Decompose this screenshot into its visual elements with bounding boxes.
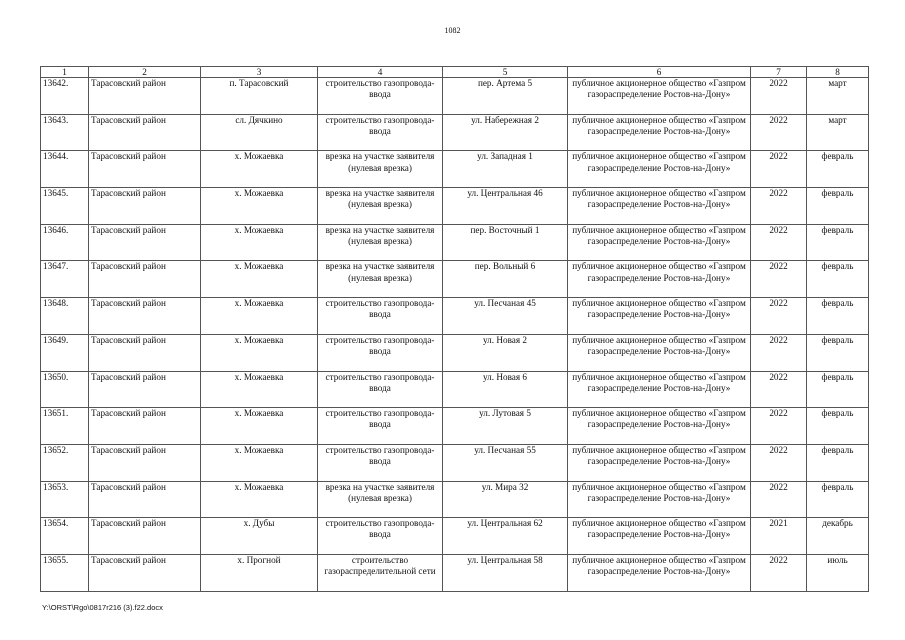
district-cell: Тарасовский район <box>89 334 201 371</box>
col-header-5: 5 <box>443 67 568 78</box>
settlement-cell: п. Тарасовский <box>201 78 318 115</box>
month-cell: февраль <box>807 261 869 298</box>
work-type-cell: строительство газопровода-ввода <box>318 334 443 371</box>
settlement-cell: х. Можаевка <box>201 408 318 445</box>
settlement-cell: х. Дубы <box>201 518 318 555</box>
organization-cell: публичное акционерное общество «Газпром газораспределение Ростов-на-Дону» <box>568 114 751 151</box>
row-number: 13650. <box>41 371 89 408</box>
month-cell: февраль <box>807 224 869 261</box>
year-cell: 2022 <box>751 78 807 115</box>
row-number: 13653. <box>41 481 89 518</box>
year-cell: 2022 <box>751 188 807 225</box>
row-number: 13647. <box>41 261 89 298</box>
district-cell: Тарасовский район <box>89 371 201 408</box>
address-cell: ул. Центральная 58 <box>443 554 568 591</box>
work-type-cell: врезка на участке заявителя (нулевая врезка) <box>318 261 443 298</box>
footer-file-path: Y:\ORST\Rgo\0817r216 (3).f22.docx <box>42 603 163 612</box>
month-cell: февраль <box>807 298 869 335</box>
table-row <box>41 261 869 298</box>
table-row <box>41 334 869 371</box>
organization-cell: публичное акционерное общество «Газпром газораспределение Ростов-на-Дону» <box>568 554 751 591</box>
address-cell: пер. Восточный 1 <box>443 224 568 261</box>
row-number: 13654. <box>41 518 89 555</box>
organization-cell: публичное акционерное общество «Газпром газораспределение Ростов-на-Дону» <box>568 224 751 261</box>
work-type-cell: строительство газопровода-ввода <box>318 444 443 481</box>
address-cell: ул. Центральная 46 <box>443 188 568 225</box>
work-type-cell: врезка на участке заявителя (нулевая врезка) <box>318 481 443 518</box>
work-type-cell: строительство газопровода-ввода <box>318 518 443 555</box>
month-cell: февраль <box>807 444 869 481</box>
month-cell: декабрь <box>807 518 869 555</box>
month-cell: февраль <box>807 151 869 188</box>
settlement-cell: сл. Дячкино <box>201 114 318 151</box>
row-number: 13651. <box>41 408 89 445</box>
organization-cell: публичное акционерное общество «Газпром газораспределение Ростов-на-Дону» <box>568 481 751 518</box>
address-cell: пер. Артема 5 <box>443 78 568 115</box>
month-cell: февраль <box>807 408 869 445</box>
organization-cell: публичное акционерное общество «Газпром газораспределение Ростов-на-Дону» <box>568 78 751 115</box>
district-cell: Тарасовский район <box>89 518 201 555</box>
address-cell: ул. Новая 2 <box>443 334 568 371</box>
year-cell: 2022 <box>751 298 807 335</box>
address-cell: ул. Набережная 2 <box>443 114 568 151</box>
row-number: 13655. <box>41 554 89 591</box>
address-cell: ул. Новая 6 <box>443 371 568 408</box>
settlement-cell: х. Можаевка <box>201 224 318 261</box>
address-cell: ул. Центральная 62 <box>443 518 568 555</box>
col-header-8: 8 <box>807 67 869 78</box>
year-cell: 2022 <box>751 224 807 261</box>
organization-cell: публичное акционерное общество «Газпром газораспределение Ростов-на-Дону» <box>568 334 751 371</box>
district-cell: Тарасовский район <box>89 481 201 518</box>
month-cell: март <box>807 78 869 115</box>
row-number: 13643. <box>41 114 89 151</box>
year-cell: 2022 <box>751 114 807 151</box>
district-cell: Тарасовский район <box>89 444 201 481</box>
row-number: 13644. <box>41 151 89 188</box>
address-cell: ул. Западная 1 <box>443 151 568 188</box>
work-type-cell: строительство газопровода-ввода <box>318 114 443 151</box>
month-cell: июль <box>807 554 869 591</box>
year-cell: 2022 <box>751 408 807 445</box>
address-cell: ул. Песчаная 45 <box>443 298 568 335</box>
row-number: 13652. <box>41 444 89 481</box>
year-cell: 2022 <box>751 151 807 188</box>
work-type-cell: строительство газопровода-ввода <box>318 371 443 408</box>
table-row <box>41 188 869 225</box>
row-number: 13645. <box>41 188 89 225</box>
table-row <box>41 481 869 518</box>
col-header-4: 4 <box>318 67 443 78</box>
year-cell: 2022 <box>751 261 807 298</box>
district-cell: Тарасовский район <box>89 554 201 591</box>
district-cell: Тарасовский район <box>89 188 201 225</box>
year-cell: 2022 <box>751 444 807 481</box>
table-row <box>41 554 869 591</box>
settlement-cell: х. Можаевка <box>201 444 318 481</box>
year-cell: 2022 <box>751 371 807 408</box>
organization-cell: публичное акционерное общество «Газпром газораспределение Ростов-на-Дону» <box>568 298 751 335</box>
table-row <box>41 298 869 335</box>
row-number: 13649. <box>41 334 89 371</box>
table-row <box>41 224 869 261</box>
year-cell: 2022 <box>751 481 807 518</box>
col-header-3: 3 <box>201 67 318 78</box>
month-cell: февраль <box>807 188 869 225</box>
year-cell: 2022 <box>751 554 807 591</box>
organization-cell: публичное акционерное общество «Газпром газораспределение Ростов-на-Дону» <box>568 408 751 445</box>
col-header-7: 7 <box>751 67 807 78</box>
district-cell: Тарасовский район <box>89 298 201 335</box>
table-row <box>41 444 869 481</box>
work-type-cell: врезка на участке заявителя (нулевая врезка) <box>318 224 443 261</box>
district-cell: Тарасовский район <box>89 151 201 188</box>
settlement-cell: х. Прогной <box>201 554 318 591</box>
settlement-cell: х. Можаевка <box>201 298 318 335</box>
address-cell: ул. Мира 32 <box>443 481 568 518</box>
settlement-cell: х. Можаевка <box>201 481 318 518</box>
table-row <box>41 408 869 445</box>
work-type-cell: врезка на участке заявителя (нулевая врезка) <box>318 188 443 225</box>
table-row <box>41 114 869 151</box>
settlement-cell: х. Можаевка <box>201 188 318 225</box>
address-cell: пер. Вольный 6 <box>443 261 568 298</box>
organization-cell: публичное акционерное общество «Газпром газораспределение Ростов-на-Дону» <box>568 518 751 555</box>
organization-cell: публичное акционерное общество «Газпром газораспределение Ростов-на-Дону» <box>568 188 751 225</box>
year-cell: 2022 <box>751 334 807 371</box>
table-row <box>41 518 869 555</box>
address-cell: ул. Лутовая 5 <box>443 408 568 445</box>
work-type-cell: строительство газопровода-ввода <box>318 408 443 445</box>
month-cell: февраль <box>807 481 869 518</box>
work-type-cell: строительство газопровода-ввода <box>318 78 443 115</box>
month-cell: март <box>807 114 869 151</box>
col-header-2: 2 <box>89 67 201 78</box>
work-type-cell: строительство газораспределительной сети <box>318 554 443 591</box>
address-cell: ул. Песчаная 55 <box>443 444 568 481</box>
settlement-cell: х. Можаевка <box>201 371 318 408</box>
month-cell: февраль <box>807 334 869 371</box>
table-row <box>41 78 869 115</box>
page-number: 1082 <box>444 26 461 35</box>
work-type-cell: врезка на участке заявителя (нулевая врезка) <box>318 151 443 188</box>
col-header-6: 6 <box>568 67 751 78</box>
district-cell: Тарасовский район <box>89 408 201 445</box>
organization-cell: публичное акционерное общество «Газпром газораспределение Ростов-на-Дону» <box>568 371 751 408</box>
settlement-cell: х. Можаевка <box>201 261 318 298</box>
settlement-cell: х. Можаевка <box>201 151 318 188</box>
district-cell: Тарасовский район <box>89 114 201 151</box>
table-body <box>41 78 869 592</box>
col-header-1: 1 <box>41 67 89 78</box>
row-number: 13648. <box>41 298 89 335</box>
work-type-cell: строительство газопровода-ввода <box>318 298 443 335</box>
organization-cell: публичное акционерное общество «Газпром газораспределение Ростов-на-Дону» <box>568 261 751 298</box>
organization-cell: публичное акционерное общество «Газпром газораспределение Ростов-на-Дону» <box>568 444 751 481</box>
table-row <box>41 371 869 408</box>
column-number-header <box>41 67 869 78</box>
district-cell: Тарасовский район <box>89 261 201 298</box>
month-cell: февраль <box>807 371 869 408</box>
row-number: 13646. <box>41 224 89 261</box>
gas-works-table <box>40 66 869 592</box>
district-cell: Тарасовский район <box>89 78 201 115</box>
district-cell: Тарасовский район <box>89 224 201 261</box>
organization-cell: публичное акционерное общество «Газпром газораспределение Ростов-на-Дону» <box>568 151 751 188</box>
year-cell: 2021 <box>751 518 807 555</box>
row-number: 13642. <box>41 78 89 115</box>
settlement-cell: х. Можаевка <box>201 334 318 371</box>
table-row <box>41 151 869 188</box>
